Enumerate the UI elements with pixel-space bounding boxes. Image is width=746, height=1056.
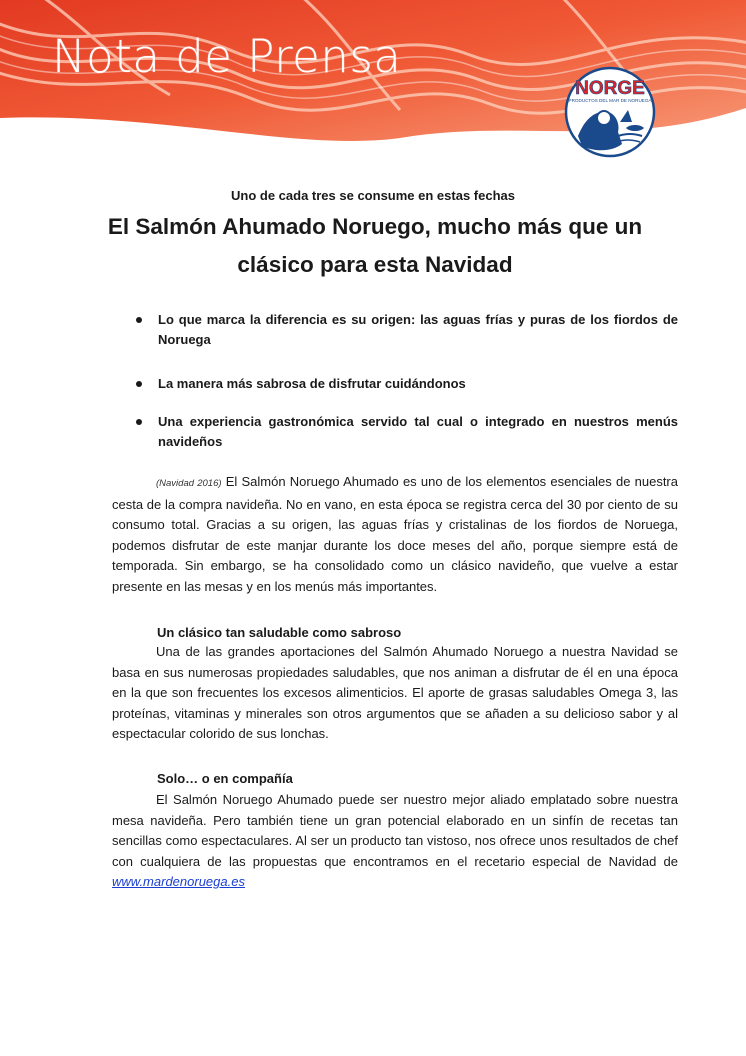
logo-brand-text: NORGE — [575, 78, 645, 99]
section-1-paragraph — [112, 642, 678, 745]
key-points-list — [158, 310, 678, 452]
section-1-text: Una de las grandes aportaciones del Salmón Ahumado Noruego a nuestra Navidad se basa en sus numerosas propiedades saludables, que nos animan a disfrutar de él en una época en la que son frecuentes los excesos alimenticios. El aporte de grasas saludables Omega 3, las proteínas, vitaminas y minerales son otros argumentos que se añaden a su delicioso sabor y al espectacular colorido de sus lonchas. — [112, 644, 678, 741]
intro-paragraph — [112, 472, 678, 597]
article-headline: El Salmón Ahumado Noruego, mucho más que un clásico para esta Navidad — [107, 214, 643, 277]
section-2-text: El Salmón Noruego Ahumado puede ser nuestro mejor aliado emplatado sobre nuestra mesa navideña. Pero también tiene un gran potencial elaborado en un sinfín de recetas tan sencillas como espectaculares. Al ser un producto tan vistoso, nos ofrece unos resultados de chef con cualquiera de las propuestas que encontramos en el recetario especial de Navidad de — [112, 792, 678, 869]
key-point-1: Lo que marca la diferencia es su origen: las aguas frías y puras de los fiordos de Noruega — [158, 310, 678, 350]
section-2-paragraph — [112, 790, 678, 893]
banner-title: Nota de Prensa — [52, 30, 402, 83]
logo-tagline-text: PRODUCTOS DEL MAR DE NORUEGA — [568, 98, 652, 103]
intro-text: El Salmón Noruego Ahumado es uno de los elementos esenciales de nuestra cesta de la compra navideña. No en vano, en esta época se registra cerca del 30 por ciento de su consumo total. Gracias a su origen, las aguas frías y cristalinas de los fiordos de Noruega, podemos disfrutar de este manjar durante los doce meses del año, porque siempre está de temporada. Sin embargo, se ha consolidado como un clásico navideño, que vuelve a estar presente en las mesas y en los menús más importantes. — [112, 474, 678, 594]
section-2-title: Solo… o en compañía — [157, 771, 293, 786]
key-point-2: La manera más sabrosa de disfrutar cuidándonos — [158, 374, 678, 394]
key-point-3: Una experiencia gastronómica servido tal cual o integrado en nuestros menús navideños — [158, 412, 678, 452]
section-1-title: Un clásico tan saludable como sabroso — [157, 625, 402, 640]
recipe-website-link[interactable]: www.mardenoruega.es — [112, 874, 245, 889]
article-kicker: Uno de cada tres se consume en estas fechas — [231, 188, 515, 203]
press-date: (Navidad 2016) — [156, 478, 222, 489]
norge-logo — [564, 66, 656, 158]
